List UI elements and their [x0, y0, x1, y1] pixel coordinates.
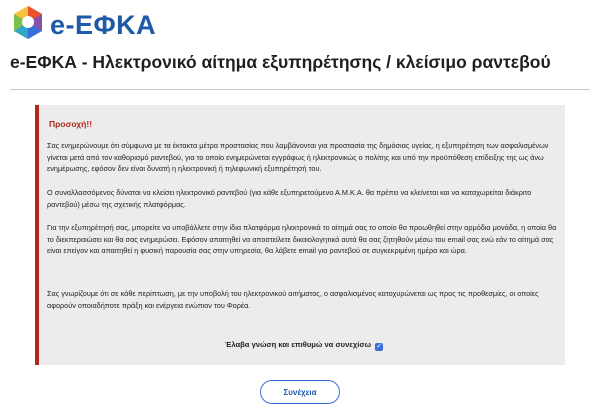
- continue-button[interactable]: Συνέχεια: [260, 380, 340, 404]
- checkmark-icon: ✓: [376, 343, 383, 350]
- agree-row: [39, 340, 569, 351]
- notice-panel: [35, 105, 565, 365]
- notice-paragraph-1: Σας ενημερώνουμε ότι σύμφωνα με τα έκτακτα μέτρα προστασίας που λαμβάνονται για προστασία της δημόσιας υγείας, η εξυπηρέτηση των ασφαλισμένων γίνεται μετά από τον καθορισμό ραντεβού, για το οποίο ενημερώνεται εγγράφως ή ηλεκτρονικώς ο πολίτης και υπό την προϋπόθεση επίδειξης της ως άνω ενημέρωσης, εφόσον δεν είναι δυνατή η ηλεκτρονική ή τηλεφωνική εξυπηρέτησή του.: [47, 141, 549, 173]
- hexagon-logo-icon: [10, 4, 46, 42]
- notice-paragraph-4: Σας γνωρίζουμε ότι σε κάθε περίπτωση, με την υποβολή του ηλεκτρονικού αιτήματος, ο ασφαλισμένος κατοχυρώνεται ως προς τις προθεσμίες, οι οποίες αφορούν οποιαδήποτε πράξη και ενέργεια ενώπιον του Φορέα.: [47, 289, 539, 310]
- efka-logo[interactable]: [10, 4, 160, 44]
- page-title: e-ΕΦΚΑ - Ηλεκτρονικό αίτημα εξυπηρέτησης / κλείσιμο ραντεβού: [10, 52, 551, 72]
- notice-paragraph-2: Ο συναλλασσόμενος δύναται να κλείσει ηλεκτρονικό ραντεβού (για κάθε εξυπηρετούμενο Α.Μ.Κ.Α. θα πρέπει να κλείνεται και να καταχωρείται διάκριτο ραντεβού) μέσω της σχετικής πλατφόρμας.: [47, 188, 532, 209]
- header: [0, 0, 600, 44]
- agree-checkbox[interactable]: [375, 343, 383, 351]
- agree-label[interactable]: Έλαβα γνώση και επιθυμώ να συνεχίσω: [224, 340, 371, 349]
- notice-paragraph-3: Για την εξυπηρέτησή σας, μπορείτε να υποβάλλετε στην ίδια πλατφόρμα ηλεκτρονικά το αίτημά σας το οποίο θα προωθηθεί στην αρμόδια μονάδα, η οποία θα το διεκπεραιώσει και θα σας ενημερώσει. Εφόσον απαιτηθεί να αποστείλετε δικαιολογητικά αυτά θα σας ζητηθούν μέσω του email σας ενώ εάν το αίτημά σας είναι επείγον και απαιτηθεί η φυσική παρουσία σας στην υπηρεσία, θα λάβετε email για ραντεβού σε συγκεκριμένη ημέρα και ώρα.: [47, 223, 557, 255]
- notice-heading: Προσοχή!!: [49, 119, 93, 129]
- logo-text: e-ΕΦΚΑ: [50, 10, 157, 40]
- title-divider: [10, 89, 590, 90]
